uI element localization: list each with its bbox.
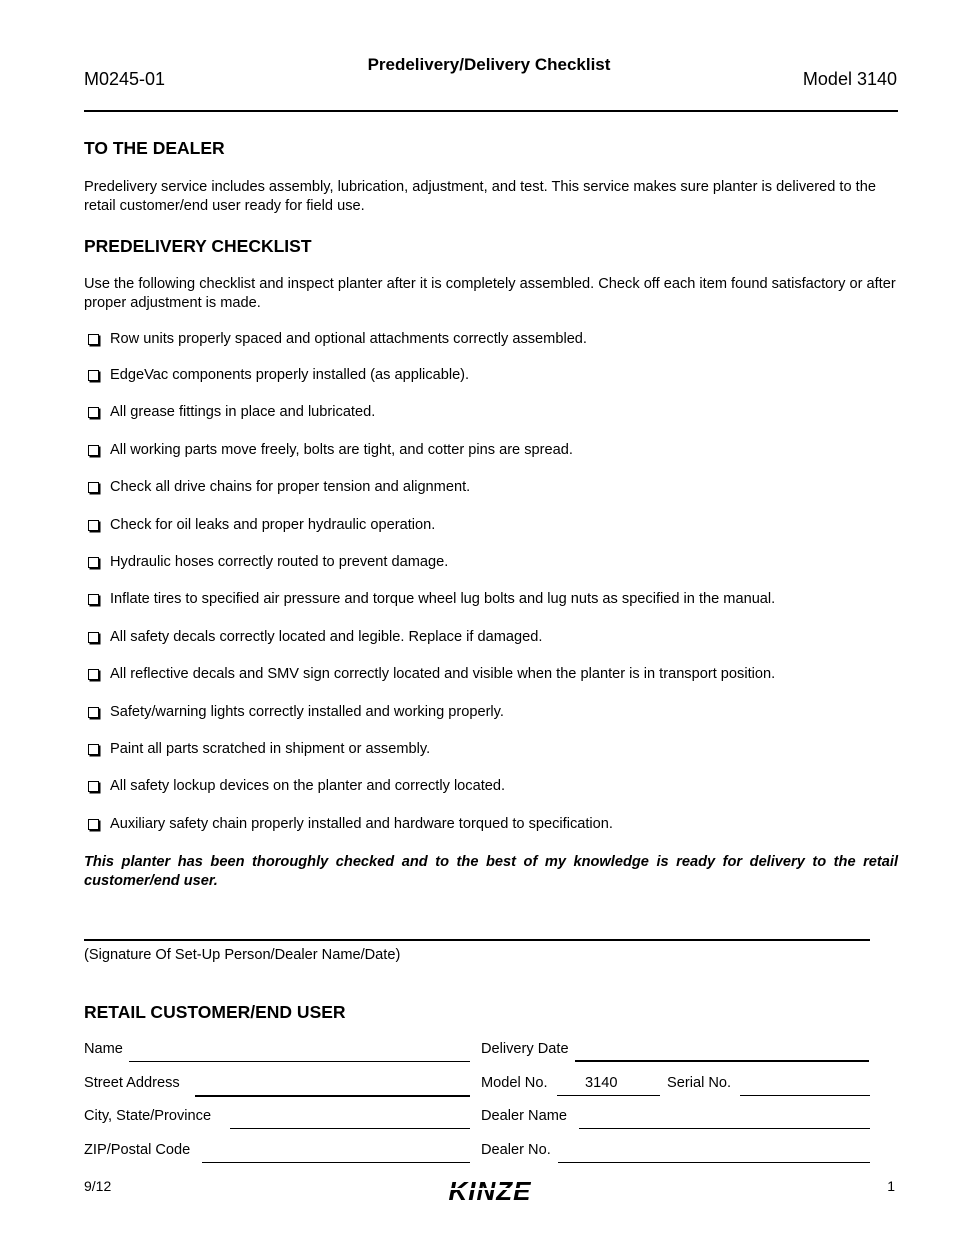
checklist-item-label: Hydraulic hoses correctly routed to prevent damage. — [110, 554, 449, 570]
checkbox-icon[interactable] — [88, 669, 99, 680]
kinze-logo-text: KINZE — [448, 1176, 532, 1206]
footer-date: 9/12 — [84, 1178, 112, 1194]
checklist-item-label: Auxiliary safety chain properly installed and hardware torqued to specification. — [110, 816, 613, 832]
checklist-item[interactable] — [88, 554, 448, 570]
dealer-name-label: Dealer Name — [481, 1108, 567, 1124]
dealer-paragraph: Predelivery service includes assembly, lubrication, adjustment, and test. This service makes sure planter is delivered to the retail customer/end user ready for field use. — [84, 179, 876, 214]
checklist-item-label: Row units properly spaced and optional attachments correctly assembled. — [110, 331, 587, 347]
city-label: City, State/Province — [84, 1108, 212, 1124]
dealer-name-field[interactable] — [579, 1128, 870, 1129]
checkbox-icon[interactable] — [88, 445, 99, 456]
checkbox-icon[interactable] — [88, 482, 99, 493]
dealer-no-field[interactable] — [558, 1162, 870, 1163]
zip-label: ZIP/Postal Code — [84, 1142, 191, 1158]
checkbox-icon[interactable] — [88, 557, 99, 568]
checklist-item-label: Inflate tires to specified air pressure and torque wheel lug bolts and lug nuts as specified in the manual. — [110, 591, 776, 607]
checklist-intro: Use the following checklist and inspect planter after it is completely assembled. Check off each item found satisfactory or after proper adjustment is made. — [84, 276, 896, 311]
checkbox-icon[interactable] — [88, 407, 99, 418]
checklist-item[interactable] — [88, 704, 504, 720]
page-title: Predelivery/Delivery Checklist — [367, 55, 611, 74]
checkbox-icon[interactable] — [88, 707, 99, 718]
checkbox-icon[interactable] — [88, 370, 99, 381]
checklist-item[interactable] — [88, 666, 775, 682]
serial-no-label: Serial No. — [667, 1075, 732, 1091]
checklist-item[interactable] — [88, 517, 435, 533]
street-address-label: Street Address — [84, 1075, 180, 1091]
kinze-logo — [430, 1176, 550, 1206]
delivery-date-field[interactable] — [575, 1060, 869, 1062]
checklist-item-label: All reflective decals and SMV sign correctly located and visible when the planter is in transport position. — [110, 666, 776, 682]
doc-number: M0245-01 — [84, 69, 166, 89]
name-label: Name — [84, 1041, 123, 1057]
checklist-heading: PREDELIVERY CHECKLIST — [84, 236, 312, 256]
checkbox-icon[interactable] — [88, 819, 99, 830]
signature-caption: (Signature Of Set-Up Person/Dealer Name/Date) — [84, 947, 401, 963]
checklist-item[interactable] — [88, 741, 430, 757]
checkbox-icon[interactable] — [88, 334, 99, 345]
checklist-item[interactable] — [88, 442, 573, 458]
signature-line[interactable] — [84, 939, 870, 941]
checkbox-icon[interactable] — [88, 594, 99, 605]
street-address-field[interactable] — [195, 1095, 470, 1097]
checklist-item-label: Check all drive chains for proper tension and alignment. — [110, 479, 471, 495]
customer-heading: RETAIL CUSTOMER/END USER — [84, 1002, 346, 1022]
checklist-item-label: All grease fittings in place and lubricated. — [110, 404, 376, 420]
checklist-item[interactable] — [88, 778, 505, 794]
delivery-date-label: Delivery Date — [481, 1041, 569, 1057]
checklist-item[interactable] — [88, 367, 469, 383]
checklist-item[interactable] — [88, 629, 542, 645]
model-no-field[interactable] — [557, 1095, 660, 1096]
page-number: 1 — [887, 1178, 895, 1194]
checkbox-icon[interactable] — [88, 632, 99, 643]
checkbox-icon[interactable] — [88, 781, 99, 792]
model-no-label: Model No. — [481, 1075, 548, 1091]
checklist-item-label: EdgeVac components properly installed (as applicable). — [110, 367, 470, 383]
checklist-item[interactable] — [88, 591, 775, 607]
checklist-item[interactable] — [88, 479, 470, 495]
model-label: Model 3140 — [802, 69, 897, 89]
checklist-item-label: All working parts move freely, bolts are tight, and cotter pins are spread. — [110, 442, 573, 458]
certification-statement: This planter has been thoroughly checked and to the best of my knowledge is ready for delivery to the retail customer/end user. — [84, 854, 898, 889]
checklist-item-label: Safety/warning lights correctly installed and working properly. — [110, 704, 504, 720]
checklist-item[interactable] — [88, 331, 587, 347]
zip-field[interactable] — [202, 1162, 470, 1163]
city-field[interactable] — [230, 1128, 470, 1129]
serial-no-field[interactable] — [740, 1095, 870, 1096]
checklist-item[interactable] — [88, 404, 375, 420]
checkbox-icon[interactable] — [88, 520, 99, 531]
checklist-item-label: All safety decals correctly located and legible. Replace if damaged. — [110, 629, 543, 645]
name-field[interactable] — [129, 1061, 470, 1062]
model-no-value: 3140 — [585, 1075, 618, 1091]
checkbox-icon[interactable] — [88, 744, 99, 755]
dealer-heading: TO THE DEALER — [84, 138, 225, 158]
dealer-no-label: Dealer No. — [481, 1142, 551, 1158]
checklist-item-label: All safety lockup devices on the planter and correctly located. — [110, 778, 506, 794]
checklist-item-label: Check for oil leaks and proper hydraulic operation. — [110, 517, 436, 533]
header-divider — [84, 110, 898, 112]
checklist-item[interactable] — [88, 816, 613, 832]
checklist-item-label: Paint all parts scratched in shipment or assembly. — [110, 741, 431, 757]
kinze-logo-icon — [430, 1176, 550, 1206]
